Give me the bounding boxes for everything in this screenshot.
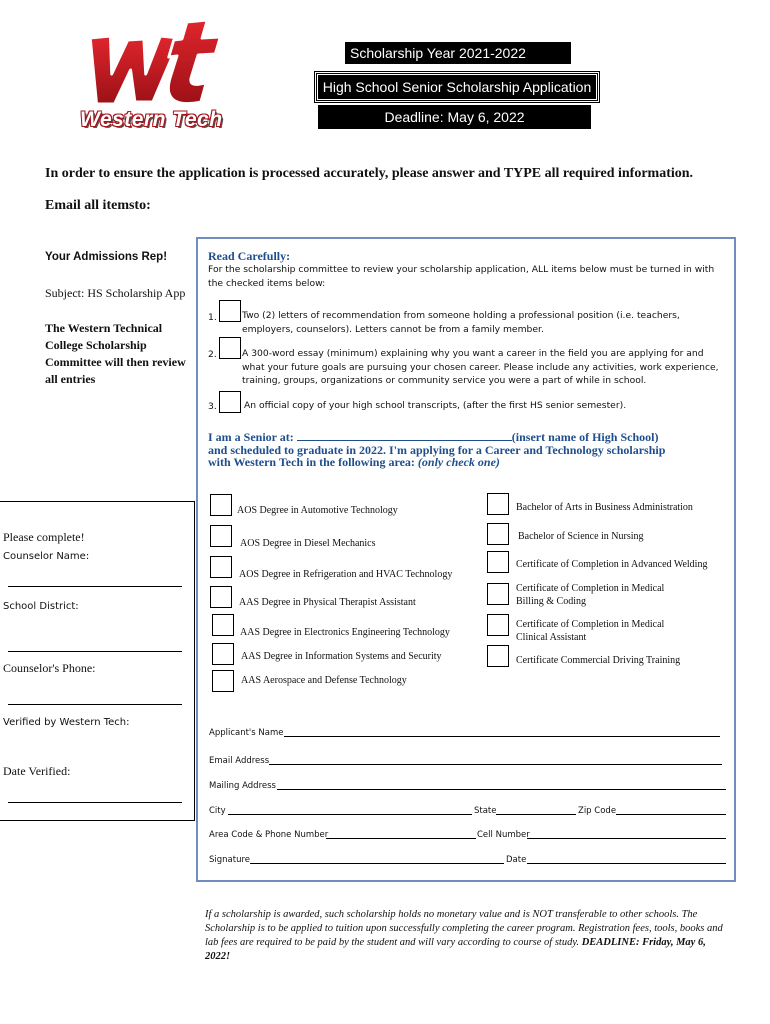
program-checkbox[interactable] (210, 494, 232, 516)
requirement-number: 3. (208, 401, 217, 412)
applicant-name-field[interactable] (284, 736, 720, 737)
senior-at-label: I am a Senior at: (208, 430, 297, 444)
western-tech-logo (78, 16, 228, 108)
mailing-address-field[interactable] (277, 789, 726, 790)
program-label: Bachelor of Arts in Business Administration (516, 502, 693, 513)
area-statement: with Western Tech in the following area: (208, 455, 418, 469)
school-district-field[interactable] (8, 651, 182, 652)
program-checkbox[interactable] (212, 670, 234, 692)
counselor-name-label: Counselor Name: (3, 551, 90, 562)
email-subject-label: Subject: HS Scholarship App (45, 286, 186, 300)
city-label: City (209, 806, 226, 816)
email-address-field[interactable] (269, 764, 722, 765)
program-label: Certificate of Completion in Medical Billing & Coding (516, 583, 665, 607)
cell-number-label: Cell Number (477, 830, 530, 840)
program-checkbox[interactable] (212, 614, 234, 636)
state-label: State (474, 806, 497, 816)
program-checkbox[interactable] (487, 523, 509, 545)
program-label: Certificate of Completion in Medical Clinical Assistant (516, 619, 665, 643)
deadline-label: Deadline: May 6, 2022 (318, 105, 591, 129)
requirement-text-3: An official copy of your high school transcripts, (after the first HS senior semester). (244, 400, 627, 411)
mailing-address-label: Mailing Address (209, 781, 276, 791)
committee-note: The Western Technical College Scholarship Committee will then review all entries (45, 321, 186, 386)
requirement-text-2: A 300-word essay (minimum) explaining why you want a career in the field you are applying for and what your future goals are pursuing your chosen career. Please include any activities, work experience, training, groups, organizations or community service you were a part of while in school. (242, 348, 719, 387)
requirement-number: 1. (208, 312, 217, 323)
please-complete-heading: Please complete! (3, 530, 85, 544)
scholarship-year-label: Scholarship Year 2021-2022 (345, 42, 571, 64)
only-check-one-note: (only check one) (417, 455, 500, 469)
date-verified-field[interactable] (8, 802, 182, 803)
logo-wordmark: Western Tech (80, 108, 223, 131)
city-field[interactable] (228, 814, 472, 815)
phone-number-field[interactable] (326, 838, 476, 839)
application-title: High School Senior Scholarship Application (315, 72, 599, 102)
state-field[interactable] (496, 814, 576, 815)
program-label: Certificate Commercial Driving Training (516, 655, 681, 666)
program-label: AAS Aerospace and Defense Technology (241, 675, 407, 686)
senior-statement (208, 431, 728, 469)
footer-deadline: DEADLINE: Friday, May 6, 2022! (205, 937, 706, 962)
program-label: Bachelor of Science in Nursing (518, 531, 644, 542)
program-label: AOS Degree in Diesel Mechanics (240, 538, 376, 549)
counselor-phone-label: Counselor's Phone: (3, 661, 96, 675)
footer-text: If a scholarship is awarded, such scholarship holds no monetary value and is NOT transferable to other schools. The Scholarship is to be applied to tuition upon successfully completing the career program. Registration fees, tools, books and lab fees are required to be paid by the student and will vary according to course of study. (205, 909, 723, 948)
verified-by-label: Verified by Western Tech: (3, 717, 130, 728)
signature-label: Signature (209, 855, 251, 865)
date-field[interactable] (527, 863, 726, 864)
requirement-number: 2. (208, 349, 217, 360)
email-address-label: Email Address (209, 756, 270, 766)
requirement-checkbox-1[interactable] (219, 300, 241, 322)
program-checkbox[interactable] (212, 643, 234, 665)
zip-code-field[interactable] (616, 814, 726, 815)
requirement-checkbox-3[interactable] (219, 391, 241, 413)
program-checkbox[interactable] (487, 493, 509, 515)
graduate-statement: and scheduled to graduate in 2022. I'm applying for a Career and Technology scholarship (208, 442, 666, 457)
program-checkbox[interactable] (487, 645, 509, 667)
counselor-name-field[interactable] (8, 586, 182, 587)
program-label: AOS Degree in Automotive Technology (237, 505, 398, 516)
signature-field[interactable] (250, 863, 504, 864)
program-checkbox[interactable] (210, 586, 232, 608)
program-label: Certificate of Completion in Advanced Welding (516, 559, 708, 570)
cell-number-field[interactable] (527, 838, 726, 839)
program-label: AAS Degree in Physical Therapist Assistant (239, 597, 416, 608)
admissions-rep-label: Your Admissions Rep! (45, 251, 168, 263)
program-checkbox[interactable] (210, 525, 232, 547)
program-checkbox[interactable] (487, 614, 509, 636)
program-checkbox[interactable] (487, 551, 509, 573)
program-label: AOS Degree in Refrigeration and HVAC Technology (239, 569, 453, 580)
program-checkbox[interactable] (210, 556, 232, 578)
school-district-label: School District: (3, 601, 79, 612)
program-label: AAS Degree in Electronics Engineering Technology (240, 627, 450, 638)
program-checkbox[interactable] (487, 583, 509, 605)
zip-code-label: Zip Code (578, 806, 617, 816)
counselor-phone-field[interactable] (8, 704, 182, 705)
date-verified-label: Date Verified: (3, 764, 71, 778)
footer-disclaimer (205, 908, 730, 964)
high-school-blank[interactable] (297, 440, 512, 441)
read-carefully-heading: Read Carefully: (208, 249, 291, 263)
date-label: Date (506, 855, 527, 865)
instructions-text: In order to ensure the application is processed accurately, please answer and TYPE all required information. (45, 166, 694, 181)
read-carefully-intro: For the scholarship committee to review your scholarship application, ALL items below must be turned in with the checked items below: (208, 264, 715, 289)
email-all-label: Email all itemsto: (45, 198, 151, 213)
program-label: AAS Degree in Information Systems and Security (241, 651, 442, 662)
requirement-checkbox-2[interactable] (219, 337, 241, 359)
applicant-name-label: Applicant's Name (209, 728, 284, 738)
insert-school-hint: (insert name of High School) (511, 430, 659, 444)
requirement-text-1: Two (2) letters of recommendation from someone holding a professional position (i.e. teachers, employers, counselors). Letters cannot be from a family member. (242, 310, 680, 335)
phone-number-label: Area Code & Phone Number (209, 830, 329, 840)
